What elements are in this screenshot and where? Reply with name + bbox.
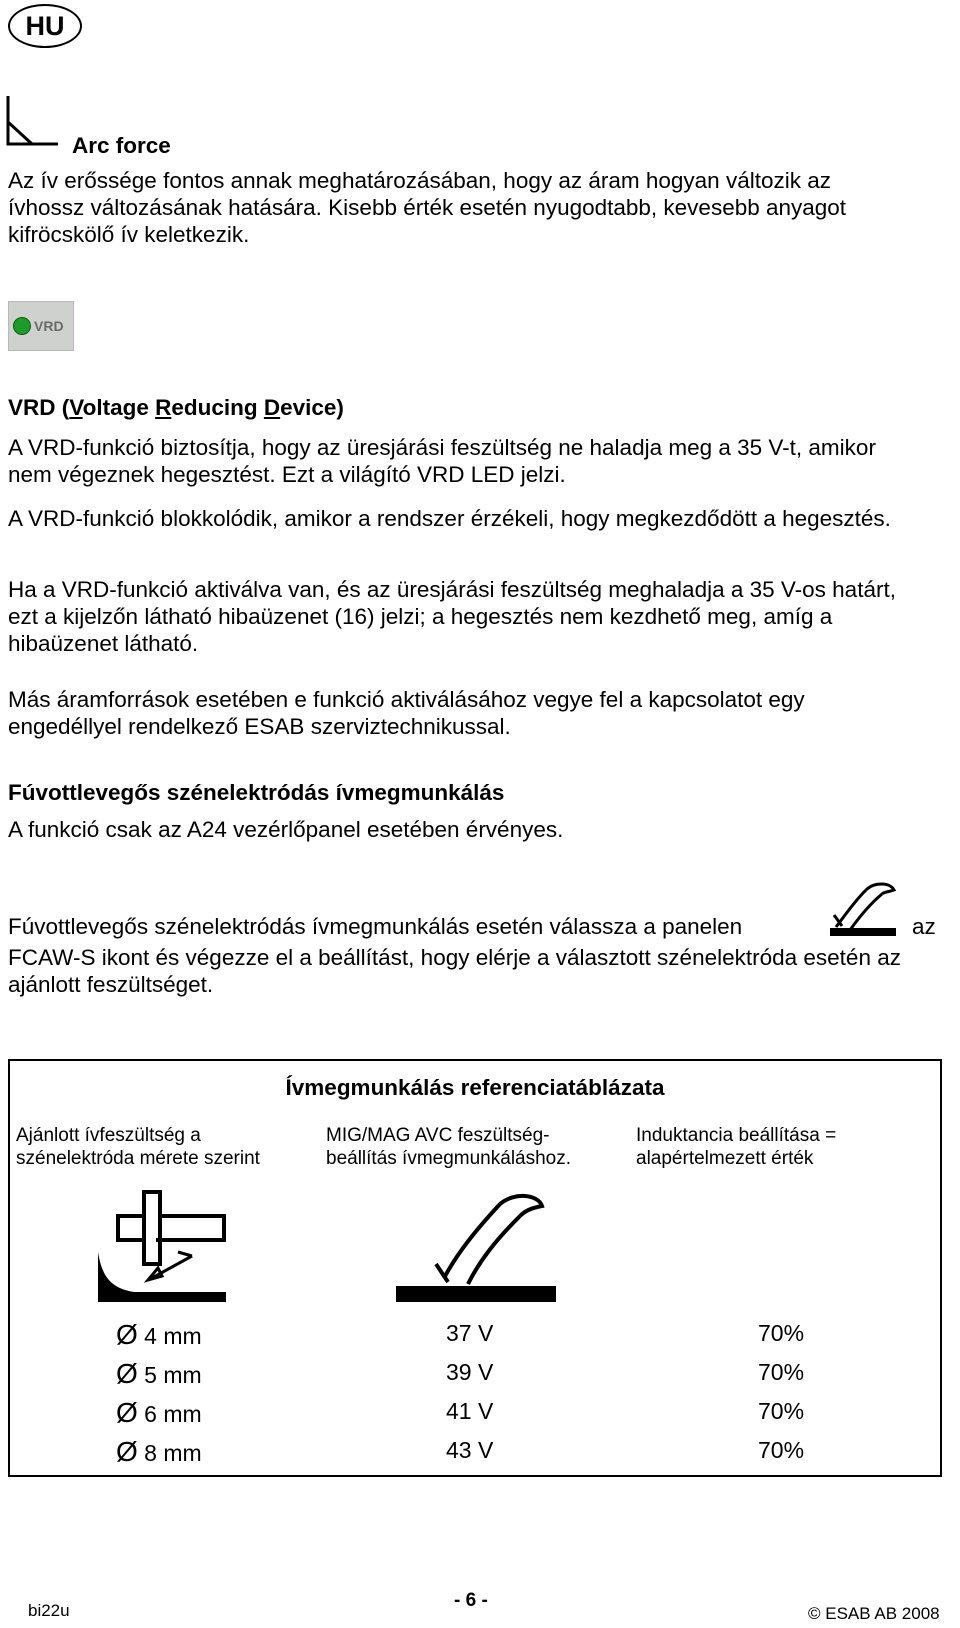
vrd-button xyxy=(8,301,74,351)
arc-force-icon xyxy=(6,94,66,150)
gouging-text-before-icon: Fúvottlevegős szénelektródás ívmegmunkálás esetén válassza a panelen xyxy=(8,914,743,939)
gouging-paragraph-1: A funkció csak az A24 vezérlőpanel esetében érvényes. xyxy=(8,817,564,842)
inductance-value: 70% xyxy=(758,1359,805,1385)
voltage-value: 39 V xyxy=(446,1359,494,1385)
mig-torch-icon xyxy=(396,1190,556,1302)
page-number: - 6 - xyxy=(454,1590,488,1611)
inductance-value: 70% xyxy=(758,1437,805,1463)
copyright: © ESAB AB 2008 xyxy=(808,1604,940,1623)
vrd-paragraph-3: Ha a VRD-funkció aktiválva van, és az üresjárási feszültség meghaladja a 35 V-os határt, ezt a kijelzőn látható hibaüzenet (16) jelzi; a hegesztés nem kezdhető meg, amíg a hibaüzenet látható. xyxy=(8,577,896,656)
reference-table-title: Ívmegmunkálás referenciatáblázata xyxy=(285,1075,665,1100)
vrd-title-part: V xyxy=(69,395,83,420)
vrd-led-icon xyxy=(13,317,31,335)
voltage-value: 37 V xyxy=(446,1320,494,1346)
vrd-paragraph-4: Más áramforrások esetében e funkció aktiválásához vegye fel a kapcsolatot egy engedéllyel rendelkező ESAB szerviztechnikussal. xyxy=(8,687,805,739)
arc-force-title: Arc force xyxy=(72,133,171,158)
inductance-value: 70% xyxy=(758,1320,805,1346)
table-row xyxy=(116,1321,202,1350)
gouging-text-after-icon: FCAW-S ikont és végezze el a beállítást, hogy elérje a választott szénelektróda esetén az ajánlott feszültséget. xyxy=(8,945,901,997)
vrd-paragraph-2: A VRD-funkció blokkolódik, amikor a rendszer érzékeli, hogy megkezdődött a hegesztés. xyxy=(8,506,891,531)
vrd-title-part: D xyxy=(263,395,281,420)
inductance-value: 70% xyxy=(758,1398,805,1424)
language-badge: HU xyxy=(8,4,82,48)
fcaw-s-icon xyxy=(830,880,902,936)
diameter-symbol: Ø xyxy=(116,1436,138,1467)
electrode-size: 5 mm xyxy=(144,1362,202,1388)
footer-code: bi22u xyxy=(28,1601,70,1620)
col1-header: Ajánlott ívfeszültség a szénelektróda mérete szerint xyxy=(16,1125,260,1169)
vrd-title xyxy=(8,394,344,421)
voltage-value: 41 V xyxy=(446,1398,494,1424)
table-row xyxy=(116,1360,202,1389)
electrode-size: 4 mm xyxy=(144,1323,202,1349)
vrd-title-part: R xyxy=(155,395,172,420)
diameter-symbol: Ø xyxy=(116,1358,138,1389)
vrd-button-label: VRD xyxy=(34,318,64,334)
vrd-title-part: evice) xyxy=(280,395,344,420)
diameter-symbol: Ø xyxy=(116,1319,138,1350)
table-row xyxy=(116,1438,202,1467)
electrode-size: 8 mm xyxy=(144,1440,202,1466)
vrd-title-part: oltage xyxy=(82,395,156,420)
gouging-text-az: az xyxy=(912,914,936,939)
vrd-title-part: VRD ( xyxy=(8,395,70,420)
col2-header: MIG/MAG AVC feszültség-beállítás ívmegmunkáláshoz. xyxy=(326,1125,572,1169)
diameter-symbol: Ø xyxy=(116,1397,138,1428)
voltage-value: 43 V xyxy=(446,1437,494,1463)
carbon-electrode-icon xyxy=(96,1190,236,1302)
gouging-title: Fúvottlevegős szénelektródás ívmegmunkálás xyxy=(8,780,505,805)
electrode-size: 6 mm xyxy=(144,1401,202,1427)
col3-header: Induktancia beállítása = alapértelmezett érték xyxy=(636,1125,837,1169)
vrd-title-part: educing xyxy=(171,395,264,420)
table-row xyxy=(116,1399,202,1428)
arc-force-text: Az ív erőssége fontos annak meghatározásában, hogy az áram hogyan változik az ívhossz változásának hatására. Kisebb érték esetén nyugodtabb, kevesebb anyagot kifröcskölő ív keletkezik. xyxy=(8,168,847,247)
vrd-paragraph-1: A VRD-funkció biztosítja, hogy az üresjárási feszültség ne haladja meg a 35 V-t, amikor nem végeznek hegesztést. Ezt a világító VRD LED jelzi. xyxy=(8,435,876,487)
